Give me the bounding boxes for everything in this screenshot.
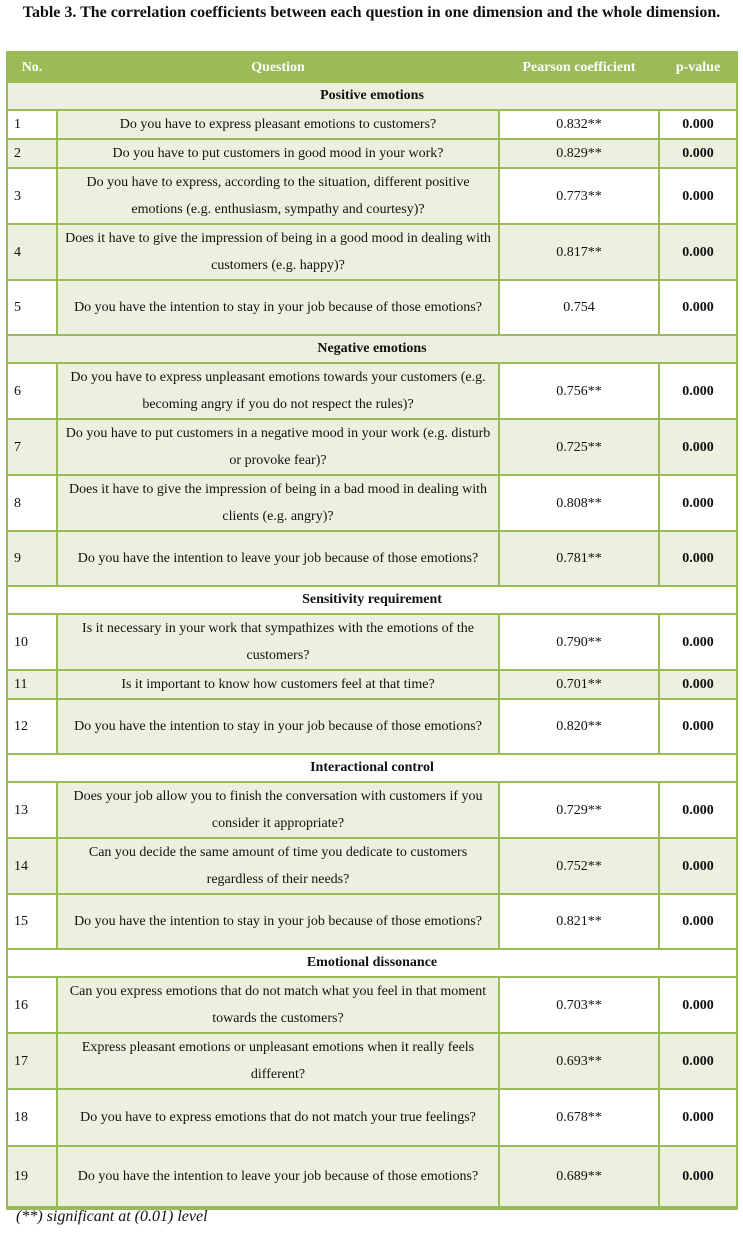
table-body	[8, 83, 736, 1208]
p-value: 0.000	[660, 615, 736, 671]
row-number: 7	[8, 420, 58, 476]
pearson-coefficient: 0.703**	[500, 978, 660, 1034]
p-value: 0.000	[660, 1090, 736, 1147]
pearson-coefficient: 0.821**	[500, 895, 660, 950]
row-number: 15	[8, 895, 58, 950]
row-number: 19	[8, 1147, 58, 1208]
pearson-coefficient: 0.689**	[500, 1147, 660, 1208]
p-value: 0.000	[660, 281, 736, 336]
row-number: 8	[8, 476, 58, 532]
question-text: Can you decide the same amount of time you dedicate to customers regardless of their needs?	[58, 839, 500, 895]
row-number: 5	[8, 281, 58, 336]
question-text: Do you have the intention to stay in your job because of those emotions?	[58, 281, 500, 336]
p-value: 0.000	[660, 169, 736, 225]
table-row	[8, 1034, 736, 1090]
question-text: Do you have to put customers in a negative mood in your work (e.g. disturb or provoke fear)?	[58, 420, 500, 476]
p-value: 0.000	[660, 839, 736, 895]
table-row	[8, 700, 736, 755]
table-title: Table 3. The correlation coefficients between each question in one dimension and the whole dimension.	[22, 4, 721, 21]
row-number: 17	[8, 1034, 58, 1090]
question-text: Do you have to put customers in good mood in your work?	[58, 140, 500, 169]
table-row	[8, 140, 736, 169]
pearson-coefficient: 0.829**	[500, 140, 660, 169]
pearson-coefficient: 0.808**	[500, 476, 660, 532]
pearson-coefficient: 0.773**	[500, 169, 660, 225]
pearson-coefficient: 0.817**	[500, 225, 660, 281]
pearson-coefficient: 0.781**	[500, 532, 660, 587]
table-row	[8, 895, 736, 950]
table-row	[8, 364, 736, 420]
question-text: Is it necessary in your work that sympathizes with the emotions of the customers?	[58, 615, 500, 671]
header-row	[8, 53, 736, 83]
header-no: No.	[8, 53, 58, 83]
question-text: Do you have to express emotions that do not match your true feelings?	[58, 1090, 500, 1147]
question-text: Is it important to know how customers feel at that time?	[58, 671, 500, 700]
table-row	[8, 615, 736, 671]
question-text: Do you have to express unpleasant emotions towards your customers (e.g. becoming angry if you do not respect the rules)?	[58, 364, 500, 420]
row-number: 4	[8, 225, 58, 281]
question-text: Do you have to express, according to the situation, different positive emotions (e.g. enthusiasm, sympathy and courtesy)?	[58, 169, 500, 225]
p-value: 0.000	[660, 364, 736, 420]
row-number: 18	[8, 1090, 58, 1147]
section-row	[8, 83, 736, 111]
table-row	[8, 1090, 736, 1147]
question-text: Do you have to express pleasant emotions to customers?	[58, 111, 500, 140]
p-value: 0.000	[660, 895, 736, 950]
question-text: Do you have the intention to stay in your job because of those emotions?	[58, 700, 500, 755]
header-question: Question	[58, 53, 500, 83]
table-row	[8, 532, 736, 587]
p-value: 0.000	[660, 783, 736, 839]
pearson-coefficient: 0.729**	[500, 783, 660, 839]
p-value: 0.000	[660, 671, 736, 700]
question-text: Does it have to give the impression of being in a good mood in dealing with customers (e.g. happy)?	[58, 225, 500, 281]
p-value: 0.000	[660, 420, 736, 476]
p-value: 0.000	[660, 476, 736, 532]
pearson-coefficient: 0.756**	[500, 364, 660, 420]
table-row	[8, 671, 736, 700]
header-pearson: Pearson coefficient	[500, 53, 660, 83]
pearson-coefficient: 0.790**	[500, 615, 660, 671]
pearson-coefficient: 0.820**	[500, 700, 660, 755]
row-number: 12	[8, 700, 58, 755]
p-value: 0.000	[660, 978, 736, 1034]
question-text: Do you have the intention to stay in your job because of those emotions?	[58, 895, 500, 950]
row-number: 10	[8, 615, 58, 671]
table-row	[8, 111, 736, 140]
p-value: 0.000	[660, 225, 736, 281]
row-number: 16	[8, 978, 58, 1034]
pearson-coefficient: 0.693**	[500, 1034, 660, 1090]
table-row	[8, 420, 736, 476]
row-number: 6	[8, 364, 58, 420]
table-row	[8, 839, 736, 895]
section-title: Sensitivity requirement	[8, 587, 736, 615]
question-text: Do you have the intention to leave your job because of those emotions?	[58, 1147, 500, 1208]
table-row	[8, 169, 736, 225]
pearson-coefficient: 0.752**	[500, 839, 660, 895]
row-number: 13	[8, 783, 58, 839]
p-value: 0.000	[660, 111, 736, 140]
row-number: 14	[8, 839, 58, 895]
question-text: Does it have to give the impression of being in a bad mood in dealing with clients (e.g. angry)?	[58, 476, 500, 532]
section-row	[8, 950, 736, 978]
pearson-coefficient: 0.725**	[500, 420, 660, 476]
question-text: Do you have the intention to leave your job because of those emotions?	[58, 532, 500, 587]
row-number: 2	[8, 140, 58, 169]
pearson-coefficient: 0.754	[500, 281, 660, 336]
section-title: Positive emotions	[8, 83, 736, 111]
correlation-table	[6, 51, 738, 1210]
pearson-coefficient: 0.678**	[500, 1090, 660, 1147]
section-row	[8, 755, 736, 783]
question-text: Does your job allow you to finish the conversation with customers if you consider it appropriate?	[58, 783, 500, 839]
row-number: 9	[8, 532, 58, 587]
row-number: 3	[8, 169, 58, 225]
question-text: Express pleasant emotions or unpleasant emotions when it really feels different?	[58, 1034, 500, 1090]
section-row	[8, 336, 736, 364]
pearson-coefficient: 0.701**	[500, 671, 660, 700]
pearson-coefficient: 0.832**	[500, 111, 660, 140]
table-row	[8, 225, 736, 281]
p-value: 0.000	[660, 700, 736, 755]
row-number: 11	[8, 671, 58, 700]
p-value: 0.000	[660, 532, 736, 587]
section-row	[8, 587, 736, 615]
header-pvalue: p-value	[660, 53, 736, 83]
table-row	[8, 783, 736, 839]
section-title: Interactional control	[8, 755, 736, 783]
table-row	[8, 476, 736, 532]
p-value: 0.000	[660, 1034, 736, 1090]
row-number: 1	[8, 111, 58, 140]
footnote: (**) significant at (0.01) level	[16, 1208, 208, 1225]
table-row	[8, 281, 736, 336]
section-title: Negative emotions	[8, 336, 736, 364]
section-title: Emotional dissonance	[8, 950, 736, 978]
question-text: Can you express emotions that do not match what you feel in that moment towards the customers?	[58, 978, 500, 1034]
table-row	[8, 978, 736, 1034]
table-row	[8, 1147, 736, 1208]
p-value: 0.000	[660, 1147, 736, 1208]
p-value: 0.000	[660, 140, 736, 169]
